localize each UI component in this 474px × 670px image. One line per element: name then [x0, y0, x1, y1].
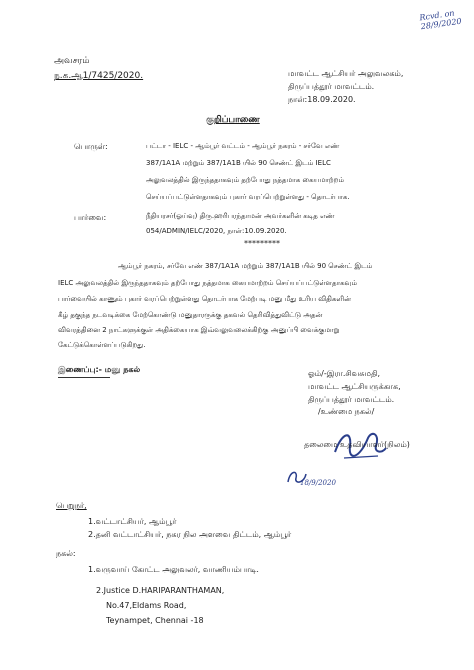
enclosure-underline [58, 377, 110, 378]
body-line: விவரத்தினை 2 நாட்களுக்குள் அதிக்கையாக இவ்வலுவலைக்கிற்கு அனுப்பி வைக்குமாறு [58, 326, 340, 334]
recipient-item: 2.தனி வட்டாட்சியர், நகர நில அளவை திட்டம், ஆம்பூர் [88, 530, 292, 539]
copy-item: 1.வருவாய் கோட்ட அலுவலர், வாணியம்பாடி. [88, 565, 259, 574]
urgency-label: அவசரம் [54, 56, 90, 66]
reference-label: பார்வை: [74, 213, 107, 222]
separator-stars: ********* [244, 239, 280, 248]
letter-date: நாள்:18.09.2020. [288, 95, 356, 104]
received-note: Rcvd. on 28/9/2020 [418, 8, 463, 32]
recipients-label: பெறுநர், [56, 501, 87, 510]
subject-line: 387/1A1A மற்றும் 387/1A1B யில் 90 செண்ட் இடம் IELC [146, 159, 331, 167]
sign-designation: தலைமை உதவியாளர்(நிலம்) [304, 440, 410, 449]
signatory-place: திருப்பத்தூர் மாவட்டம். [308, 395, 395, 404]
recipient-item: 1.வட்டாட்சியர், ஆம்பூர் [88, 517, 177, 526]
address-line: 2.Justice D.HARIPARANTHAMAN, [96, 586, 225, 595]
reference-line: 054/ADMIN/IELC/2020, நாள்:10.09.2020. [146, 227, 287, 235]
signatory-name: ஓம்/-இரா.சிவசுமதி, [308, 369, 381, 378]
body-line: கேட்டுக்கொள்ளப்படுகிறது. [58, 341, 146, 349]
address-line: No.47,Eldams Road, [106, 601, 187, 610]
office-name: மாவட்ட ஆட்சியர் அலுவலகம், [288, 69, 404, 78]
reference-number: ந.க.ஆ1/7425/2020. [54, 71, 144, 81]
document-title: குறிப்பாணை [206, 115, 260, 125]
office-place: திருப்பத்தூர் மாவட்டம். [288, 82, 375, 91]
subject-line: அலுவலத்தில் இருந்ததாகவும் தற்போது நத்தமாக கையமாற்றம் [146, 176, 345, 184]
initials-date: 18/9/2020 [300, 479, 336, 487]
subject-label: பொருள்: [74, 142, 108, 151]
reference-line: நீதியரசர்(ஓய்வு) திரு.ஹரிபரந்தாமன் அவர்களின் கடித எண் [146, 212, 335, 220]
body-line: IELC அலுவலத்தில் இருந்ததாகவும் தற்போது நத்தமாக கையமாற்றம் செய்யப்பட்டுள்ளதாகவும் [58, 279, 357, 287]
enclosure-note: இணைப்பு:- மனு நகல் [58, 365, 141, 374]
body-line: ஆம்பூர் நகரம், சர்வே எண் 387/1A1A மற்றும் 387/1A1B யில் 90 செண்ட் இடம் [118, 262, 373, 270]
subject-line: பட்டா - IELC - ஆம்பூர் வட்டம் - ஆம்பூர் நகரம் - சர்வே எண் [146, 142, 340, 150]
signatory-role: மாவட்ட ஆட்சியருக்காக, [308, 382, 401, 391]
true-copy-label: /உண்மை நகல்/ [318, 407, 375, 416]
copy-label: நகல்: [56, 549, 76, 558]
body-line: பார்வையில் காணும் புகார் வரப்பெற்றுள்ளது தொடர்பாக மேற்படி மனு மீது உரிய விதிகளின் [58, 295, 351, 303]
address-line: Teynampet, Chennai -18 [106, 616, 204, 625]
subject-line: செய்யப்பட்டுள்ளதாகவும் புகார் வரப்பெற்றுள்ளது - தொடர்பாக. [146, 193, 350, 201]
body-line: கீழ் தகுந்த நடவடிக்கை மேற்கொண்டு மனுதாரருக்கு தகவல் தெரிவித்துவிட்டு அதன் [58, 311, 323, 319]
